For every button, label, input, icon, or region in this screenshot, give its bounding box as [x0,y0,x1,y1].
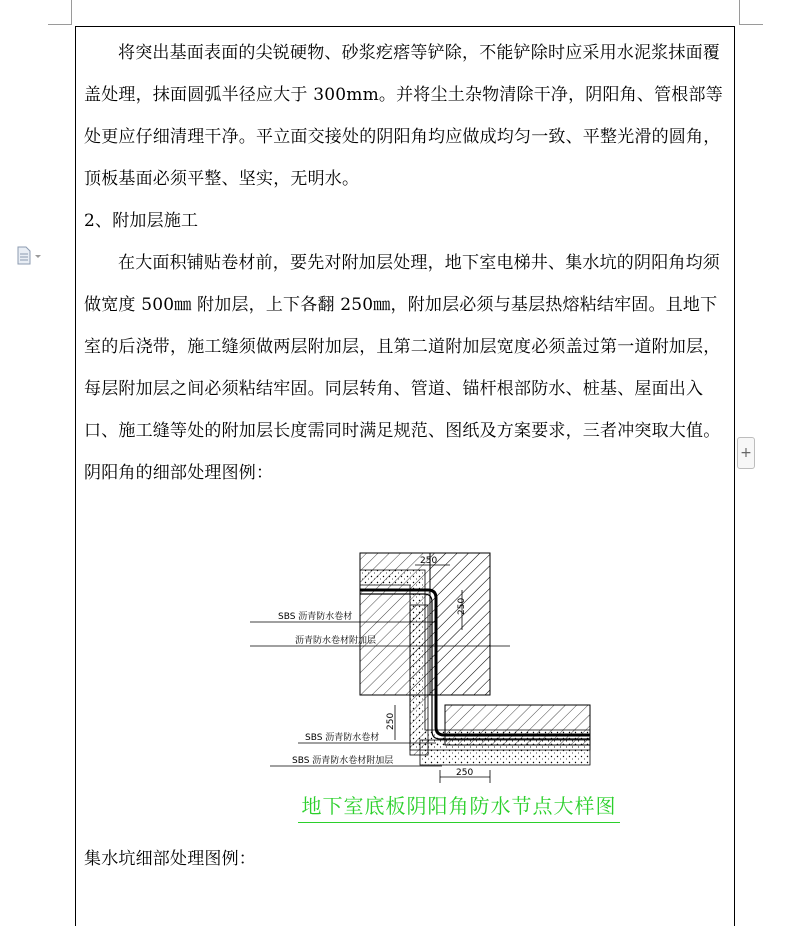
label-reinforcement-bottom: SBS 沥青防水卷材附加层 [292,756,394,766]
chevron-down-icon [35,255,41,258]
label-sbs-membrane-bottom: SBS 沥青防水卷材 [305,733,380,743]
caption-underline [298,822,620,823]
margin-mark-top-right [739,0,740,24]
pit-section [84,838,730,880]
margin-mark-top-right-h [739,24,763,25]
dim-top-label: 250 [420,556,438,566]
dim-right-label: 250 [457,597,467,615]
figure-caption: 地下室底板阴阳角防水节点大样图 [301,794,617,818]
document-icon[interactable] [15,246,45,266]
paragraph-reinforcement-layer: 在大面积铺贴卷材前，要先对附加层处理，地下室电梯井、集水坑的阴阳角均须做宽度 500㎜ 附加层，上下各翻 250㎜，附加层必须与基层热熔粘结牢固。且地下室的后浇带，施工缝须做两层附加层，且第二道附加层宽度必须盖过第一道附加层，每层附加层之间必须粘结牢固。同层转角、管道、锚杆根部防水、桩基、屋面出入口、施工缝等处的附加层长度需同时满足规范、图纸及方案要求，三者冲突取大值。 [84,253,721,441]
body-text [84,32,730,494]
dim-left-label: 250 [386,712,396,730]
figure-intro-text: 阴阳角的细部处理图例： [84,463,274,483]
margin-mark-top-left-h [48,24,72,25]
section-heading-reinforcement: 2、附加层施工 [84,211,199,231]
document-outline-icon [15,246,45,266]
label-reinforcement-top: 沥青防水卷材附加层 [295,636,377,646]
waterproofing-detail-figure [250,545,630,830]
dim-bottom-label: 250 [456,768,474,778]
paragraph-surface-cleaning: 将突出基面表面的尖锐硬物、砂浆疙瘩等铲除，不能铲除时应采用水泥浆抹面覆盖处理，抹面圆弧半径应大于 300mm。并将尘土杂物清除干净，阴阳角、管根部等处更应仔细清理干净。平立面交接处的阴阳角均应做成均匀一致、平整光滑的圆角，顶板基面必须平整、坚实，无明水。 [84,43,723,189]
margin-mark-top-left [71,0,72,24]
detail-drawing [250,545,630,830]
base-bed [420,740,590,765]
expand-button[interactable]: + [737,437,755,469]
label-sbs-membrane-top: SBS 沥青防水卷材 [278,612,353,622]
pit-detail-intro-text: 集水坑细部处理图例： [84,849,256,869]
soil-wall [410,605,428,755]
